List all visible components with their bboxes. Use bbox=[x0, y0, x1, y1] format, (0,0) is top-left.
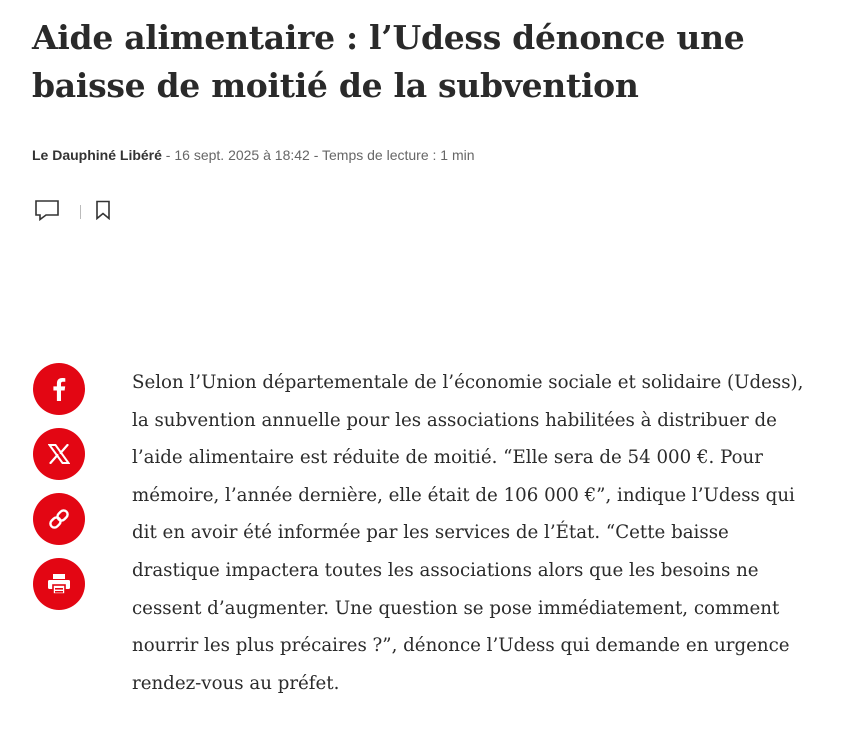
bookmark-icon bbox=[95, 200, 111, 225]
share-bar bbox=[33, 363, 85, 623]
link-icon bbox=[47, 507, 71, 531]
facebook-icon bbox=[48, 376, 70, 402]
article-toolbar bbox=[32, 199, 113, 225]
article-body: Selon l’Union départementale de l’économie sociale et solidaire (Udess), la subvention annuelle pour les associations habilitées à distribuer de l’aide alimentaire est réduite de moitié. “Elle sera de 54 000 €. Pour mémoire, l’année dernière, elle était de 106 000 €”, indique l’Udess qui dit en avoir été informée par les services de l’État. “Cette baisse drastique impactera toutes les associations alors que les besoins ne cessent d’augmenter. Une question se pose immédiatement, comment nourrir les plus précaires ?”, dénonce l’Udess qui demande en urgence rendez-vous au préfet. bbox=[132, 372, 804, 694]
date-reading-time: - 16 sept. 2025 à 18:42 - Temps de lecture : 1 min bbox=[161, 147, 475, 163]
print-icon bbox=[47, 573, 71, 595]
facebook-share-button[interactable] bbox=[33, 363, 85, 415]
toolbar-divider bbox=[80, 205, 81, 219]
bookmark-button[interactable] bbox=[93, 199, 113, 225]
x-share-button[interactable] bbox=[33, 428, 85, 480]
x-icon bbox=[48, 444, 70, 464]
source-name[interactable]: Le Dauphiné Libéré bbox=[32, 147, 162, 163]
comment-button[interactable] bbox=[32, 199, 62, 225]
print-button[interactable] bbox=[33, 558, 85, 610]
comment-icon bbox=[34, 199, 60, 226]
article-meta bbox=[32, 145, 475, 165]
copy-link-button[interactable] bbox=[33, 493, 85, 545]
article-title: Aide alimentaire : l’Udess dénonce une baisse de moitié de la subvention bbox=[32, 18, 745, 105]
